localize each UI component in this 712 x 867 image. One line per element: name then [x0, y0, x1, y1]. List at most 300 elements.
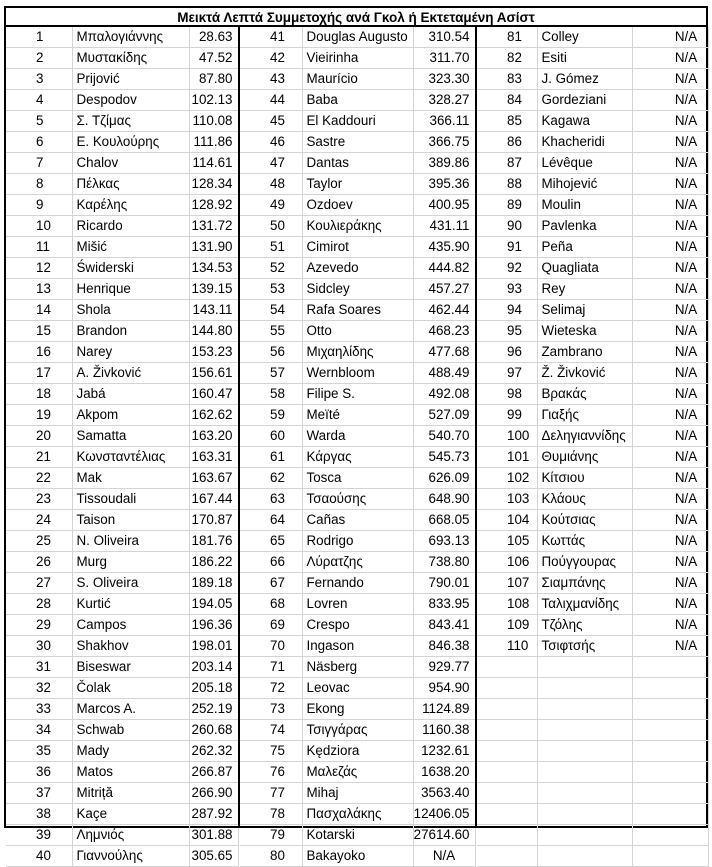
player-name-cell[interactable]: Ταλιχμανίδης — [537, 594, 632, 615]
minutes-value-cell[interactable]: 186.22 — [189, 552, 238, 573]
empty-cell[interactable] — [632, 804, 708, 825]
player-name-cell[interactable]: Mak — [72, 468, 189, 489]
player-name-cell[interactable]: Čolak — [72, 678, 189, 699]
player-name-cell[interactable]: Dantas — [302, 153, 413, 174]
player-name-cell[interactable]: Κωττάς — [537, 531, 632, 552]
player-name-cell[interactable]: Colley — [537, 27, 632, 48]
rank-cell[interactable]: 91 — [477, 237, 537, 258]
minutes-value-cell[interactable]: N/A — [632, 636, 708, 657]
minutes-value-cell[interactable]: N/A — [632, 174, 708, 195]
player-name-cell[interactable]: Τζόλης — [537, 615, 632, 636]
empty-cell[interactable] — [537, 804, 632, 825]
rank-cell[interactable]: 17 — [6, 363, 72, 384]
minutes-value-cell[interactable]: 27614.60 — [413, 825, 475, 846]
rank-cell[interactable]: 5 — [6, 111, 72, 132]
empty-cell[interactable] — [537, 741, 632, 762]
player-name-cell[interactable]: Θυμιάνης — [537, 447, 632, 468]
minutes-value-cell[interactable]: N/A — [632, 90, 708, 111]
minutes-value-cell[interactable]: 626.09 — [413, 468, 475, 489]
player-name-cell[interactable]: Douglas Augusto — [302, 27, 413, 48]
minutes-value-cell[interactable]: N/A — [632, 573, 708, 594]
rank-cell[interactable]: 88 — [477, 174, 537, 195]
empty-cell[interactable] — [477, 741, 537, 762]
minutes-value-cell[interactable]: 162.62 — [189, 405, 238, 426]
player-name-cell[interactable]: Narey — [72, 342, 189, 363]
rank-cell[interactable]: 108 — [477, 594, 537, 615]
player-name-cell[interactable]: Μαλεζάς — [302, 762, 413, 783]
rank-cell[interactable]: 97 — [477, 363, 537, 384]
rank-cell[interactable]: 27 — [6, 573, 72, 594]
rank-cell[interactable]: 1 — [6, 27, 72, 48]
player-name-cell[interactable]: Samatta — [72, 426, 189, 447]
rank-cell[interactable]: 36 — [6, 762, 72, 783]
player-name-cell[interactable]: Świderski — [72, 258, 189, 279]
minutes-value-cell[interactable]: 181.76 — [189, 531, 238, 552]
empty-cell[interactable] — [632, 720, 708, 741]
player-name-cell[interactable]: Wieteska — [537, 321, 632, 342]
player-name-cell[interactable]: Taylor — [302, 174, 413, 195]
player-name-cell[interactable]: Prijović — [72, 69, 189, 90]
rank-cell[interactable]: 45 — [240, 111, 302, 132]
rank-cell[interactable]: 101 — [477, 447, 537, 468]
player-name-cell[interactable]: S. Oliveira — [72, 573, 189, 594]
rank-cell[interactable]: 10 — [6, 216, 72, 237]
minutes-value-cell[interactable]: 527.09 — [413, 405, 475, 426]
player-name-cell[interactable]: Kędziora — [302, 741, 413, 762]
empty-cell[interactable] — [632, 657, 708, 678]
minutes-value-cell[interactable]: 400.95 — [413, 195, 475, 216]
player-name-cell[interactable]: A. Živković — [72, 363, 189, 384]
minutes-value-cell[interactable]: 163.67 — [189, 468, 238, 489]
minutes-value-cell[interactable]: 87.80 — [189, 69, 238, 90]
rank-cell[interactable]: 99 — [477, 405, 537, 426]
rank-cell[interactable]: 53 — [240, 279, 302, 300]
minutes-value-cell[interactable]: 929.77 — [413, 657, 475, 678]
minutes-value-cell[interactable]: N/A — [632, 27, 708, 48]
empty-cell[interactable] — [537, 825, 632, 846]
empty-cell[interactable] — [477, 678, 537, 699]
minutes-value-cell[interactable]: N/A — [632, 426, 708, 447]
empty-cell[interactable] — [537, 657, 632, 678]
rank-cell[interactable]: 20 — [6, 426, 72, 447]
empty-cell[interactable] — [537, 720, 632, 741]
player-name-cell[interactable]: Selimaj — [537, 300, 632, 321]
minutes-value-cell[interactable]: 139.15 — [189, 279, 238, 300]
empty-cell[interactable] — [477, 699, 537, 720]
rank-cell[interactable]: 41 — [240, 27, 302, 48]
minutes-value-cell[interactable]: 492.08 — [413, 384, 475, 405]
minutes-value-cell[interactable]: 1232.61 — [413, 741, 475, 762]
rank-cell[interactable]: 84 — [477, 90, 537, 111]
rank-cell[interactable]: 4 — [6, 90, 72, 111]
player-name-cell[interactable]: Κίτσιου — [537, 468, 632, 489]
empty-cell[interactable] — [632, 825, 708, 846]
minutes-value-cell[interactable]: N/A — [632, 615, 708, 636]
player-name-cell[interactable]: Shakhov — [72, 636, 189, 657]
rank-cell[interactable]: 25 — [6, 531, 72, 552]
rank-cell[interactable]: 58 — [240, 384, 302, 405]
minutes-value-cell[interactable]: 143.11 — [189, 300, 238, 321]
minutes-value-cell[interactable]: 648.90 — [413, 489, 475, 510]
player-name-cell[interactable]: Warda — [302, 426, 413, 447]
rank-cell[interactable]: 21 — [6, 447, 72, 468]
player-name-cell[interactable]: Rodrigo — [302, 531, 413, 552]
minutes-value-cell[interactable]: 545.73 — [413, 447, 475, 468]
player-name-cell[interactable]: Moulin — [537, 195, 632, 216]
minutes-value-cell[interactable]: N/A — [632, 321, 708, 342]
empty-cell[interactable] — [537, 699, 632, 720]
empty-cell[interactable] — [632, 699, 708, 720]
rank-cell[interactable]: 95 — [477, 321, 537, 342]
minutes-value-cell[interactable]: N/A — [632, 132, 708, 153]
minutes-value-cell[interactable]: 266.90 — [189, 783, 238, 804]
rank-cell[interactable]: 109 — [477, 615, 537, 636]
minutes-value-cell[interactable]: 3563.40 — [413, 783, 475, 804]
empty-cell[interactable] — [537, 846, 632, 867]
rank-cell[interactable]: 105 — [477, 531, 537, 552]
minutes-value-cell[interactable]: 203.14 — [189, 657, 238, 678]
player-name-cell[interactable]: Quagliata — [537, 258, 632, 279]
rank-cell[interactable]: 71 — [240, 657, 302, 678]
rank-cell[interactable]: 75 — [240, 741, 302, 762]
player-name-cell[interactable]: Ekong — [302, 699, 413, 720]
empty-cell[interactable] — [477, 762, 537, 783]
rank-cell[interactable]: 42 — [240, 48, 302, 69]
minutes-value-cell[interactable]: 114.61 — [189, 153, 238, 174]
player-name-cell[interactable]: Chalov — [72, 153, 189, 174]
minutes-value-cell[interactable]: 366.75 — [413, 132, 475, 153]
player-name-cell[interactable]: Marcos A. — [72, 699, 189, 720]
rank-cell[interactable]: 73 — [240, 699, 302, 720]
minutes-value-cell[interactable]: 198.01 — [189, 636, 238, 657]
rank-cell[interactable]: 50 — [240, 216, 302, 237]
minutes-value-cell[interactable]: 156.61 — [189, 363, 238, 384]
rank-cell[interactable]: 86 — [477, 132, 537, 153]
rank-cell[interactable]: 11 — [6, 237, 72, 258]
rank-cell[interactable]: 23 — [6, 489, 72, 510]
minutes-value-cell[interactable]: 28.63 — [189, 27, 238, 48]
player-name-cell[interactable]: Zambrano — [537, 342, 632, 363]
minutes-value-cell[interactable]: 366.11 — [413, 111, 475, 132]
minutes-value-cell[interactable]: 266.87 — [189, 762, 238, 783]
rank-cell[interactable]: 54 — [240, 300, 302, 321]
player-name-cell[interactable]: Wernbloom — [302, 363, 413, 384]
rank-cell[interactable]: 35 — [6, 741, 72, 762]
rank-cell[interactable]: 16 — [6, 342, 72, 363]
rank-cell[interactable]: 59 — [240, 405, 302, 426]
player-name-cell[interactable]: Σ. Τζίμας — [72, 111, 189, 132]
minutes-value-cell[interactable]: 287.92 — [189, 804, 238, 825]
player-name-cell[interactable]: Tissoudali — [72, 489, 189, 510]
minutes-value-cell[interactable]: 1638.20 — [413, 762, 475, 783]
empty-cell[interactable] — [477, 804, 537, 825]
minutes-value-cell[interactable]: 457.27 — [413, 279, 475, 300]
rank-cell[interactable]: 74 — [240, 720, 302, 741]
minutes-value-cell[interactable]: 790.01 — [413, 573, 475, 594]
empty-cell[interactable] — [537, 783, 632, 804]
minutes-value-cell[interactable]: 488.49 — [413, 363, 475, 384]
minutes-value-cell[interactable]: N/A — [632, 468, 708, 489]
minutes-value-cell[interactable]: 462.44 — [413, 300, 475, 321]
minutes-value-cell[interactable]: 131.72 — [189, 216, 238, 237]
player-name-cell[interactable]: Tosca — [302, 468, 413, 489]
rank-cell[interactable]: 57 — [240, 363, 302, 384]
rank-cell[interactable]: 85 — [477, 111, 537, 132]
player-name-cell[interactable]: Rafa Soares — [302, 300, 413, 321]
player-name-cell[interactable]: Murg — [72, 552, 189, 573]
player-name-cell[interactable]: J. Gómez — [537, 69, 632, 90]
rank-cell[interactable]: 98 — [477, 384, 537, 405]
rank-cell[interactable]: 31 — [6, 657, 72, 678]
minutes-value-cell[interactable]: N/A — [632, 153, 708, 174]
rank-cell[interactable]: 37 — [6, 783, 72, 804]
minutes-value-cell[interactable]: N/A — [632, 48, 708, 69]
minutes-value-cell[interactable]: 1160.38 — [413, 720, 475, 741]
player-name-cell[interactable]: Λύρατζης — [302, 552, 413, 573]
minutes-value-cell[interactable]: 189.18 — [189, 573, 238, 594]
minutes-value-cell[interactable]: N/A — [632, 447, 708, 468]
minutes-value-cell[interactable]: 12406.05 — [413, 804, 475, 825]
minutes-value-cell[interactable]: 260.68 — [189, 720, 238, 741]
rank-cell[interactable]: 96 — [477, 342, 537, 363]
rank-cell[interactable]: 22 — [6, 468, 72, 489]
rank-cell[interactable]: 6 — [6, 132, 72, 153]
rank-cell[interactable]: 78 — [240, 804, 302, 825]
empty-cell[interactable] — [537, 762, 632, 783]
player-name-cell[interactable]: Biseswar — [72, 657, 189, 678]
minutes-value-cell[interactable]: 693.13 — [413, 531, 475, 552]
rank-cell[interactable]: 38 — [6, 804, 72, 825]
player-name-cell[interactable]: Mitriță — [72, 783, 189, 804]
minutes-value-cell[interactable]: N/A — [632, 216, 708, 237]
empty-cell[interactable] — [632, 762, 708, 783]
minutes-value-cell[interactable]: N/A — [632, 594, 708, 615]
player-name-cell[interactable]: Γιαξής — [537, 405, 632, 426]
player-name-cell[interactable]: Ž. Živković — [537, 363, 632, 384]
player-name-cell[interactable]: Lévêque — [537, 153, 632, 174]
player-name-cell[interactable]: Κούτσιας — [537, 510, 632, 531]
player-name-cell[interactable]: El Kaddouri — [302, 111, 413, 132]
player-name-cell[interactable]: Καρέλης — [72, 195, 189, 216]
minutes-value-cell[interactable]: 110.08 — [189, 111, 238, 132]
minutes-value-cell[interactable]: 163.31 — [189, 447, 238, 468]
player-name-cell[interactable]: Bakayoko — [302, 846, 413, 867]
rank-cell[interactable]: 64 — [240, 510, 302, 531]
minutes-value-cell[interactable]: N/A — [632, 405, 708, 426]
rank-cell[interactable]: 79 — [240, 825, 302, 846]
player-name-cell[interactable]: Rey — [537, 279, 632, 300]
player-name-cell[interactable]: Κουλιεράκης — [302, 216, 413, 237]
minutes-value-cell[interactable]: 1124.89 — [413, 699, 475, 720]
player-name-cell[interactable]: Gordeziani — [537, 90, 632, 111]
player-name-cell[interactable]: Akpom — [72, 405, 189, 426]
minutes-value-cell[interactable]: 160.47 — [189, 384, 238, 405]
rank-cell[interactable]: 94 — [477, 300, 537, 321]
minutes-value-cell[interactable]: 252.19 — [189, 699, 238, 720]
minutes-value-cell[interactable]: N/A — [632, 111, 708, 132]
minutes-value-cell[interactable]: 262.32 — [189, 741, 238, 762]
minutes-value-cell[interactable]: 305.65 — [189, 846, 238, 867]
player-name-cell[interactable]: Τσιφτσής — [537, 636, 632, 657]
rank-cell[interactable]: 62 — [240, 468, 302, 489]
minutes-value-cell[interactable]: 310.54 — [413, 27, 475, 48]
player-name-cell[interactable]: Filipe S. — [302, 384, 413, 405]
empty-cell[interactable] — [477, 657, 537, 678]
rank-cell[interactable]: 26 — [6, 552, 72, 573]
rank-cell[interactable]: 12 — [6, 258, 72, 279]
player-name-cell[interactable]: Brandon — [72, 321, 189, 342]
player-name-cell[interactable]: Kurtić — [72, 594, 189, 615]
player-name-cell[interactable]: Ricardo — [72, 216, 189, 237]
player-name-cell[interactable]: Μυστακίδης — [72, 48, 189, 69]
player-name-cell[interactable]: Esiti — [537, 48, 632, 69]
player-name-cell[interactable]: Κάργας — [302, 447, 413, 468]
rank-cell[interactable]: 33 — [6, 699, 72, 720]
player-name-cell[interactable]: Πέλκας — [72, 174, 189, 195]
rank-cell[interactable]: 69 — [240, 615, 302, 636]
minutes-value-cell[interactable]: 163.20 — [189, 426, 238, 447]
minutes-value-cell[interactable]: N/A — [413, 846, 475, 867]
player-name-cell[interactable]: Näsberg — [302, 657, 413, 678]
minutes-value-cell[interactable]: N/A — [632, 69, 708, 90]
minutes-value-cell[interactable]: 205.18 — [189, 678, 238, 699]
rank-cell[interactable]: 83 — [477, 69, 537, 90]
minutes-value-cell[interactable]: 668.05 — [413, 510, 475, 531]
player-name-cell[interactable]: Βρακάς — [537, 384, 632, 405]
rank-cell[interactable]: 55 — [240, 321, 302, 342]
minutes-value-cell[interactable]: 194.05 — [189, 594, 238, 615]
minutes-value-cell[interactable]: 311.70 — [413, 48, 475, 69]
player-name-cell[interactable]: Ε. Κουλούρης — [72, 132, 189, 153]
rank-cell[interactable]: 93 — [477, 279, 537, 300]
player-name-cell[interactable]: Γιαννούλης — [72, 846, 189, 867]
empty-cell[interactable] — [537, 678, 632, 699]
minutes-value-cell[interactable]: N/A — [632, 363, 708, 384]
player-name-cell[interactable]: Mady — [72, 741, 189, 762]
player-name-cell[interactable]: Λημνιός — [72, 825, 189, 846]
minutes-value-cell[interactable]: 833.95 — [413, 594, 475, 615]
player-name-cell[interactable]: Σιαμπάνης — [537, 573, 632, 594]
rank-cell[interactable]: 72 — [240, 678, 302, 699]
minutes-value-cell[interactable]: 540.70 — [413, 426, 475, 447]
rank-cell[interactable]: 65 — [240, 531, 302, 552]
minutes-value-cell[interactable]: 128.34 — [189, 174, 238, 195]
player-name-cell[interactable]: Κλάους — [537, 489, 632, 510]
minutes-value-cell[interactable]: 144.80 — [189, 321, 238, 342]
empty-cell[interactable] — [477, 720, 537, 741]
rank-cell[interactable]: 19 — [6, 405, 72, 426]
minutes-value-cell[interactable]: 843.41 — [413, 615, 475, 636]
rank-cell[interactable]: 100 — [477, 426, 537, 447]
player-name-cell[interactable]: Kaçe — [72, 804, 189, 825]
rank-cell[interactable]: 77 — [240, 783, 302, 804]
player-name-cell[interactable]: Crespo — [302, 615, 413, 636]
minutes-value-cell[interactable]: 131.90 — [189, 237, 238, 258]
rank-cell[interactable]: 67 — [240, 573, 302, 594]
rank-cell[interactable]: 28 — [6, 594, 72, 615]
minutes-value-cell[interactable]: N/A — [632, 384, 708, 405]
player-name-cell[interactable]: Lovren — [302, 594, 413, 615]
player-name-cell[interactable]: Despodov — [72, 90, 189, 111]
minutes-value-cell[interactable]: 153.23 — [189, 342, 238, 363]
player-name-cell[interactable]: Azevedo — [302, 258, 413, 279]
rank-cell[interactable]: 3 — [6, 69, 72, 90]
minutes-value-cell[interactable]: N/A — [632, 237, 708, 258]
player-name-cell[interactable]: Schwab — [72, 720, 189, 741]
player-name-cell[interactable]: Κωνσταντέλιας — [72, 447, 189, 468]
rank-cell[interactable]: 60 — [240, 426, 302, 447]
rank-cell[interactable]: 107 — [477, 573, 537, 594]
rank-cell[interactable]: 18 — [6, 384, 72, 405]
minutes-value-cell[interactable]: 167.44 — [189, 489, 238, 510]
player-name-cell[interactable]: Campos — [72, 615, 189, 636]
minutes-value-cell[interactable]: N/A — [632, 279, 708, 300]
rank-cell[interactable]: 110 — [477, 636, 537, 657]
rank-cell[interactable]: 70 — [240, 636, 302, 657]
rank-cell[interactable]: 56 — [240, 342, 302, 363]
rank-cell[interactable]: 92 — [477, 258, 537, 279]
player-name-cell[interactable]: Jabá — [72, 384, 189, 405]
minutes-value-cell[interactable]: 389.86 — [413, 153, 475, 174]
minutes-value-cell[interactable]: N/A — [632, 552, 708, 573]
player-name-cell[interactable]: Sidcley — [302, 279, 413, 300]
rank-cell[interactable]: 46 — [240, 132, 302, 153]
minutes-value-cell[interactable]: 477.68 — [413, 342, 475, 363]
minutes-value-cell[interactable]: N/A — [632, 510, 708, 531]
rank-cell[interactable]: 66 — [240, 552, 302, 573]
player-name-cell[interactable]: Henrique — [72, 279, 189, 300]
rank-cell[interactable]: 104 — [477, 510, 537, 531]
rank-cell[interactable]: 48 — [240, 174, 302, 195]
player-name-cell[interactable]: Peña — [537, 237, 632, 258]
player-name-cell[interactable]: Fernando — [302, 573, 413, 594]
empty-cell[interactable] — [632, 783, 708, 804]
empty-cell[interactable] — [632, 678, 708, 699]
empty-cell[interactable] — [477, 846, 537, 867]
player-name-cell[interactable]: Ingason — [302, 636, 413, 657]
player-name-cell[interactable]: Sastre — [302, 132, 413, 153]
rank-cell[interactable]: 2 — [6, 48, 72, 69]
minutes-value-cell[interactable]: 468.23 — [413, 321, 475, 342]
minutes-value-cell[interactable]: 954.90 — [413, 678, 475, 699]
rank-cell[interactable]: 102 — [477, 468, 537, 489]
rank-cell[interactable]: 34 — [6, 720, 72, 741]
minutes-value-cell[interactable]: N/A — [632, 195, 708, 216]
minutes-value-cell[interactable]: 102.13 — [189, 90, 238, 111]
minutes-value-cell[interactable]: 395.36 — [413, 174, 475, 195]
player-name-cell[interactable]: Μπαλογιάννης — [72, 27, 189, 48]
rank-cell[interactable]: 87 — [477, 153, 537, 174]
empty-cell[interactable] — [632, 741, 708, 762]
rank-cell[interactable]: 68 — [240, 594, 302, 615]
minutes-value-cell[interactable]: 435.90 — [413, 237, 475, 258]
minutes-value-cell[interactable]: 47.52 — [189, 48, 238, 69]
minutes-value-cell[interactable]: 431.11 — [413, 216, 475, 237]
player-name-cell[interactable]: Πασχαλάκης — [302, 804, 413, 825]
rank-cell[interactable]: 15 — [6, 321, 72, 342]
rank-cell[interactable]: 44 — [240, 90, 302, 111]
rank-cell[interactable]: 32 — [6, 678, 72, 699]
minutes-value-cell[interactable]: N/A — [632, 300, 708, 321]
player-name-cell[interactable]: Πούγγουρας — [537, 552, 632, 573]
minutes-value-cell[interactable]: 323.30 — [413, 69, 475, 90]
minutes-value-cell[interactable]: N/A — [632, 489, 708, 510]
rank-cell[interactable]: 51 — [240, 237, 302, 258]
player-name-cell[interactable]: Pavlenka — [537, 216, 632, 237]
rank-cell[interactable]: 89 — [477, 195, 537, 216]
player-name-cell[interactable]: Maurício — [302, 69, 413, 90]
minutes-value-cell[interactable]: 444.82 — [413, 258, 475, 279]
